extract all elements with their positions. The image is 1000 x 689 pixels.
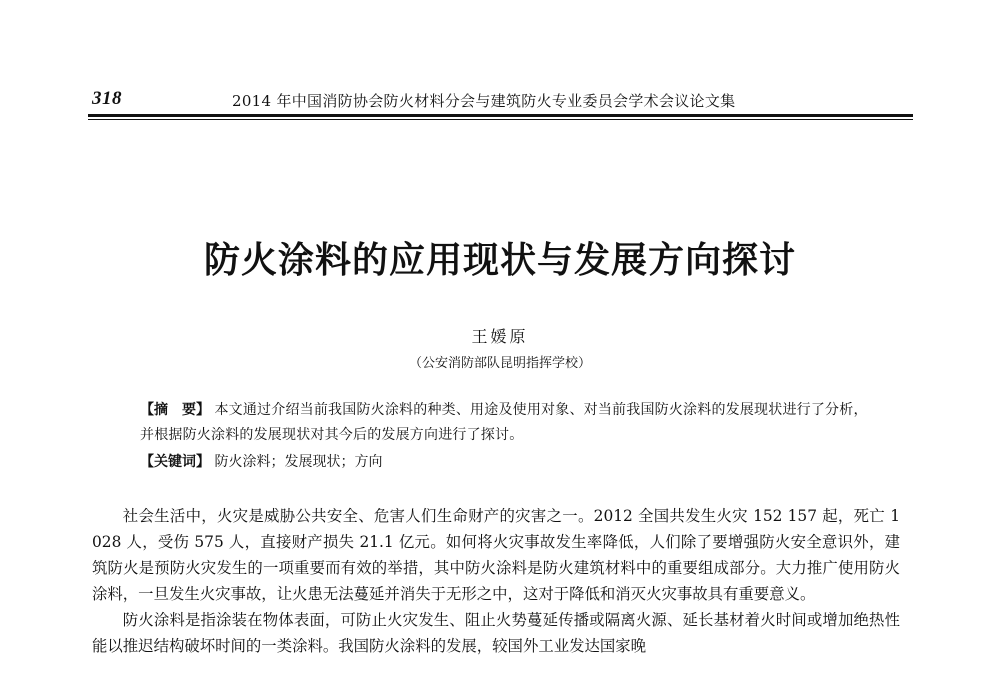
abstract bbox=[140, 398, 870, 448]
page-number: 318 bbox=[92, 88, 122, 109]
article-title: 防火涂料的应用现状与发展方向探讨 bbox=[203, 240, 796, 281]
keywords-label: 【关键词】 bbox=[140, 454, 210, 470]
body-text bbox=[92, 503, 900, 659]
body-paragraph: 社会生活中，火灾是威胁公共安全、危害人们生命财产的灾害之一。2012 全国共发生火灾 152 157 起，死亡 1 028 人，受伤 575 人，直接财产损失 21.1 亿元。如何将火灾事故发生率降低，人们除了要增强防火安全意识外，建筑防火是预防火灾发生的一项重要而有效的举措，其中防火涂料是防火建筑材料中的重要组成部分。大力推广使用防火涂料，一旦发生火灾事故，让火患无法蔓延并消失于无形之中，这对于降低和消灭火灾事故具有重要意义。 bbox=[92, 507, 900, 603]
keywords bbox=[140, 450, 870, 475]
abstract-label: 【摘 要】 bbox=[140, 402, 210, 418]
header-rule-thick bbox=[88, 114, 913, 117]
running-header: 2014 年中国消防协会防火材料分会与建筑防火专业委员会学术会议论文集 bbox=[232, 92, 736, 110]
keywords-text: 防火涂料；发展现状；方向 bbox=[214, 454, 383, 470]
author-affiliation: （公安消防部队昆明指挥学校） bbox=[408, 356, 591, 371]
author-name: 王媛原 bbox=[471, 327, 529, 346]
header-rule-thin bbox=[88, 119, 913, 120]
abstract-text: 本文通过介绍当前我国防火涂料的种类、用途及使用对象、对当前我国防火涂料的发展现状进行了分析，并根据防火涂料的发展现状对其今后的发展方向进行了探讨。 bbox=[140, 402, 868, 443]
body-paragraph: 防火涂料是指涂装在物体表面，可防止火灾发生、阻止火势蔓延传播或隔离火源、延长基材着火时间或增加绝热性能以推迟结构破坏时间的一类涂料。我国防火涂料的发展，较国外工业发达国家晚 bbox=[92, 611, 900, 655]
